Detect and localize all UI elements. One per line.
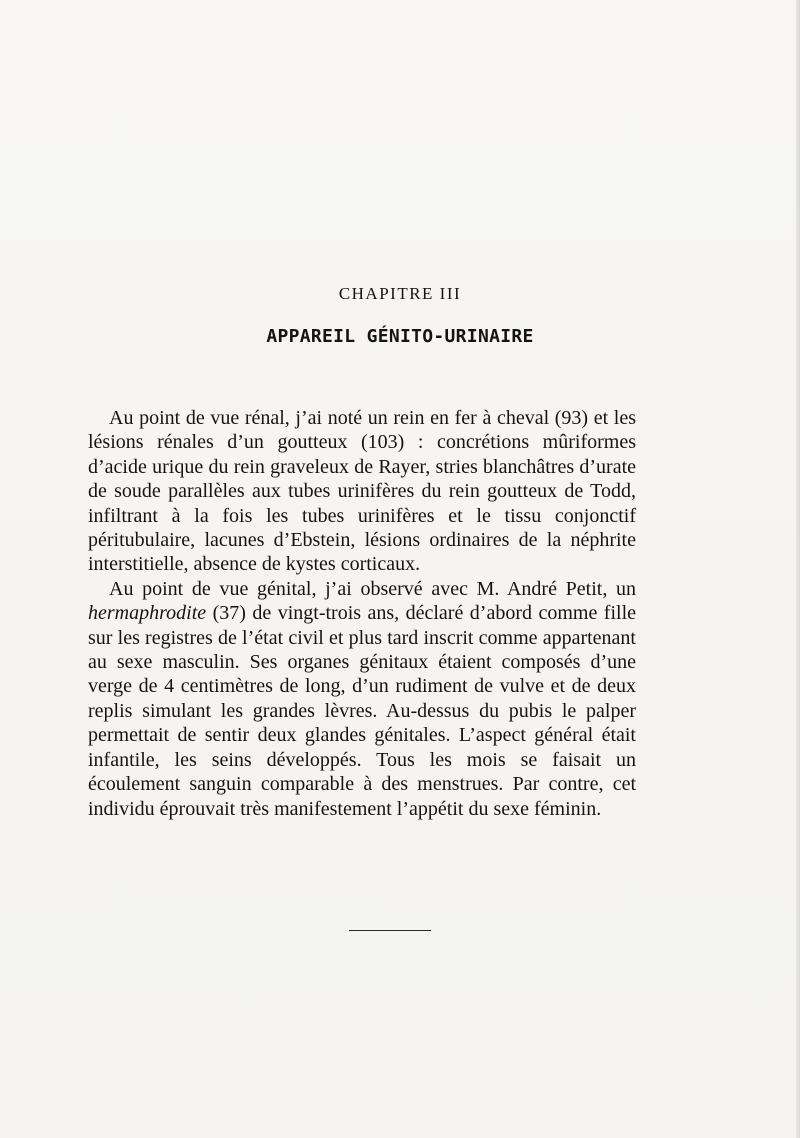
page-edge	[796, 0, 800, 1138]
paragraph-genital	[88, 577, 636, 821]
paragraph-genital-rest: (37) de vingt-trois ans, déclaré d’abord comme fille sur les registres de l’état civil et plus tard inscrit comme appartenant au sexe masculin. Ses organes génitaux étaient composés d’une verge de 4 centimètres de long, d’un rudiment de vulve et de deux replis simulant les grandes lèvres. Au-dessus du pubis le palper permettait de sentir deux glandes génitales. L’aspect général était infantile, les seins développés. Tous les mois se faisait un écoulement sanguin comparable à des menstrues. Par contre, cet individu éprouvait très manifestement l’appétit du sexe féminin.	[88, 602, 636, 820]
emphasis-term: hermaphrodite	[88, 602, 207, 625]
chapter-title: APPAREIL GÉNITO-URINAIRE	[266, 326, 534, 347]
paragraph-genital-start: Au point de vue génital, j’ai observé avec M. André Petit, un	[109, 577, 636, 600]
body-text	[88, 406, 636, 821]
chapter-number: CHAPITRE III	[338, 284, 462, 303]
section-end-rule	[349, 930, 431, 931]
paragraph-renal: Au point de vue rénal, j’ai noté un rein en fer à cheval (93) et les lésions rénales d’un goutteux (103) : concrétions mûriformes d’acide urique du rein graveleux de Rayer, stries blanchâtres d’urate de soude parallèles aux tubes urinifères du rein goutteux de Todd, infiltrant à la fois les tubes urinifères et le tissu conjonctif péritubulaire, lacunes d’Ebstein, lésions ordinaires de la néphrite interstitielle, absence de kystes corticaux.	[88, 407, 636, 576]
